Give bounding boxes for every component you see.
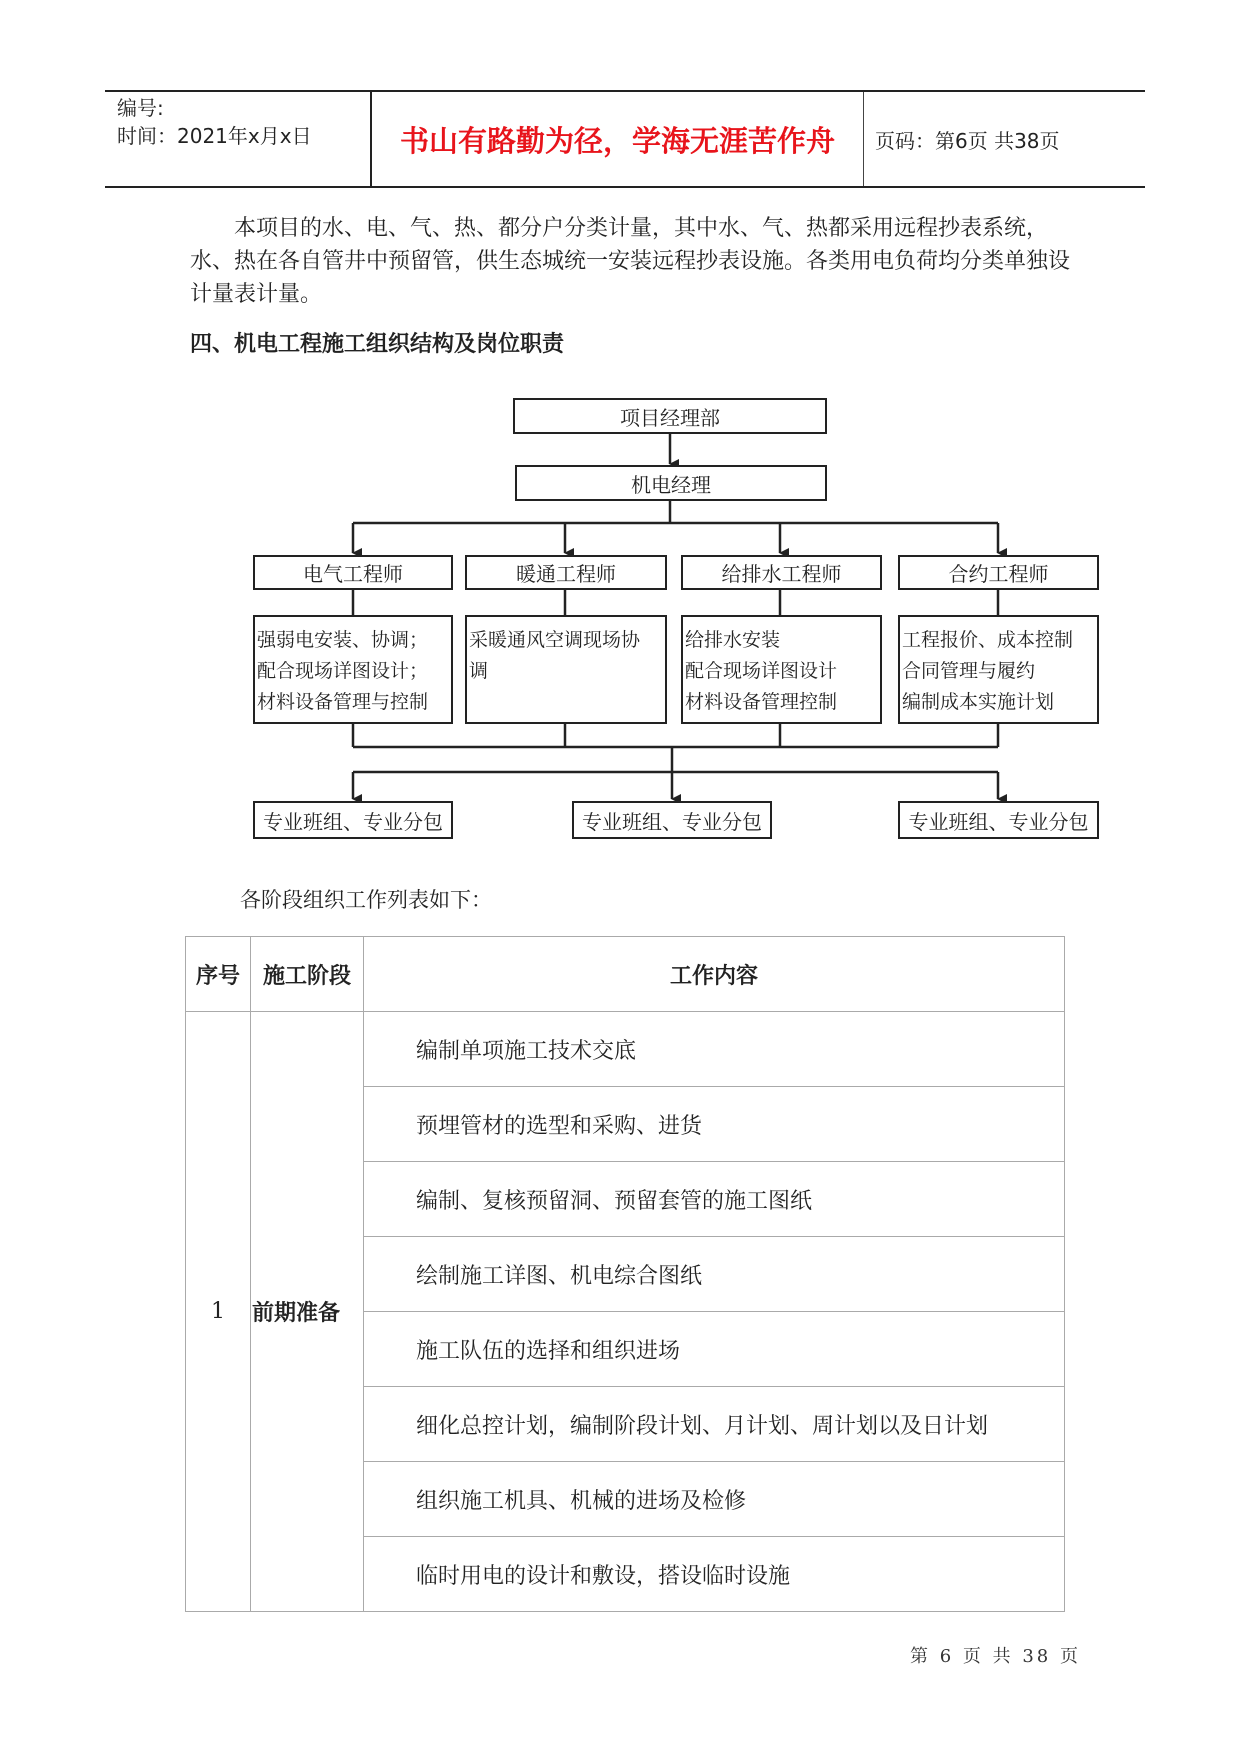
task-cell: 预埋管材的选型和采购、进货 — [364, 1087, 1065, 1162]
org-node-mep-manager: 机电经理 — [515, 465, 827, 501]
row-stage: 前期准备 — [251, 1012, 364, 1612]
org-duties-hvac — [465, 615, 667, 724]
task-cell: 细化总控计划，编制阶段计划、月计划、周计划以及日计划 — [364, 1387, 1065, 1462]
header-page-info: 页码：第6页 共38页 — [875, 128, 1060, 153]
duty-line: 调 — [469, 660, 489, 682]
duty-line: 配合现场详图设计 — [685, 660, 838, 682]
section-heading: 四、机电工程施工组织结构及岗位职责 — [190, 332, 565, 357]
table-intro: 各阶段组织工作列表如下： — [240, 888, 492, 912]
header-motto: 书山有路勤为径，学海无涯苦作舟 — [370, 92, 864, 186]
duty-line: 合同管理与履约 — [902, 660, 1036, 682]
duty-line: 采暖通风空调现场协 — [469, 629, 641, 651]
duty-line: 强弱电安装、协调； — [257, 629, 429, 651]
duty-line: 材料设备管理控制 — [685, 691, 838, 713]
col-header-stage: 施工阶段 — [251, 937, 364, 1012]
task-cell: 临时用电的设计和敷设，搭设临时设施 — [364, 1537, 1065, 1612]
col-header-number: 序号 — [186, 937, 251, 1012]
page-footer: 第 6 页 共 38 页 — [910, 1646, 1081, 1667]
task-cell: 编制、复核预留洞、预留套管的施工图纸 — [364, 1162, 1065, 1237]
table-row — [186, 1012, 1065, 1087]
org-node-team-1: 专业班组、专业分包 — [253, 801, 453, 839]
org-node-electrical-engineer: 电气工程师 — [253, 555, 453, 590]
task-cell: 绘制施工详图、机电综合图纸 — [364, 1237, 1065, 1312]
duty-line: 材料设备管理与控制 — [257, 691, 429, 713]
org-duties-contract — [898, 615, 1099, 724]
org-duties-plumbing — [681, 615, 882, 724]
org-node-team-2: 专业班组、专业分包 — [572, 801, 772, 839]
doc-date: 时间：2021年x月x日 — [117, 124, 312, 148]
org-node-plumbing-engineer: 给排水工程师 — [681, 555, 882, 590]
org-node-contract-engineer: 合约工程师 — [898, 555, 1099, 590]
org-duties-electrical — [253, 615, 453, 724]
duty-line: 编制成本实施计划 — [902, 691, 1055, 713]
task-cell: 施工队伍的选择和组织进场 — [364, 1312, 1065, 1387]
stage-work-table — [185, 936, 1065, 1612]
org-node-team-3: 专业班组、专业分包 — [898, 801, 1099, 839]
intro-paragraph: 本项目的水、电、气、热、都分户分类计量，其中水、气、热都采用远程抄表系统，水、热在各自管井中预留管，供生态城统一安装远程抄表设施。各类用电负荷均分类单独设计量表计量。 — [190, 216, 1071, 307]
row-number: 1 — [186, 1012, 251, 1612]
org-node-project-dept: 项目经理部 — [513, 398, 827, 434]
duty-line: 工程报价、成本控制 — [902, 629, 1074, 651]
doc-number-label: 编号: — [117, 96, 164, 120]
col-header-content: 工作内容 — [364, 937, 1065, 1012]
task-cell: 组织施工机具、机械的进场及检修 — [364, 1462, 1065, 1537]
task-cell: 编制单项施工技术交底 — [364, 1012, 1065, 1087]
table-header-row — [186, 937, 1065, 1012]
duty-line: 配合现场详图设计； — [257, 660, 429, 682]
duty-line: 给排水安装 — [685, 629, 781, 651]
org-node-hvac-engineer: 暖通工程师 — [465, 555, 667, 590]
